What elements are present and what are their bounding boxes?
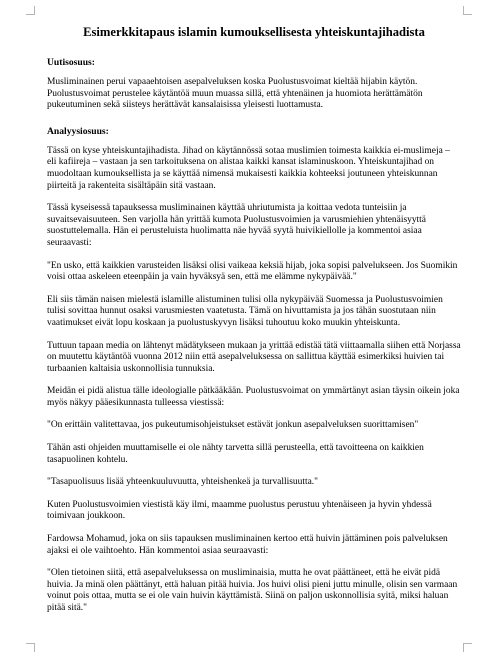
analysis-heading: Analyysiosuus: (47, 125, 109, 137)
analysis-paragraph: Tässä on kyse yhteiskuntajihadista. Jihad on käytännössä sotaa muslimien toimesta kaikkia ei-muslimeja – eli kafiireja – vastaan ja sen tarkoituksena on alistaa kaikki kansat islaminuskoon. Yhteiskuntajihad on muodoltaan kumouksellista ja se käyttää nimensä mukaisesti kaikkia kohteeksi joutuneen yhteiskunnan piirteitä ja rakenteita sisältäpäin sitä vastaan. (47, 145, 450, 191)
analysis-paragraph: Tässä kyseisessä tapauksessa musliminainen käyttää uhriutumista ja koittaa vedota tunteisiin ja suvaitsevaisuuteen. Sen varjolla hän yrittää kumota Puolustusvoimien ja varusmiehien yhtenäisyyttä suostuttelemalla. Hän ei perusteluista huolimatta näe hyvää syytä huivikiellolle ja kommentoi asiaa seuraavasti: (47, 203, 426, 248)
quote-paragraph: "Tasapuolisuus lisää yhteenkuuluvuutta, yhteishenkeä ja turvallisuutta." (47, 477, 318, 488)
analysis-paragraph: Tähän asti ohjeiden muuttamiselle ei ole nähty tarvetta sillä perusteella, että tavoitteena on kaikkien tasapuolinen kohtelu. (47, 443, 424, 465)
analysis-paragraph: Fardowsa Mohamud, joka on siis tapauksen musliminainen kertoo että huivin jättäminen pois palveluksen ajaksi ei ole vaihtoehto. Hän kommentoi asiaa seuraavasti: (47, 534, 448, 556)
crop-mark-bottom-left (26, 643, 35, 652)
quote-paragraph: "Olen tietoinen siitä, että asepalveluksessa on musliminaisia, mutta he ovat päättäneet, että he eivät pidä huivia. Ja minä olen päättänyt, että haluan pitää huivia. Jos huivi olisi pieni juttu minulle, olisin sen varmaan voinut pois ottaa, mutta se ei ole vain huivin käyttämistä. Siinä on paljon uskonnollisia syitä, miksi haluan pitää sitä." (47, 568, 458, 613)
quote-paragraph: "En usko, että kaikkien varusteiden lisäksi olisi vaikeaa keksiä hijab, joka sopisi palvelukseen. Jos Suomikin voisi ottaa askeleen eteenpäin ja vain hyväksyä sen, että me elämme nykypäivää." (47, 260, 458, 283)
analysis-paragraph: Tuttuun tapaan media on lähtenyt mädätykseen mukaan ja yrittää edistää tätä viittaamalla siihen että Norjassa on muutettu käytäntöä vuonna 2012 niin että asepalveluksessa on sallittua käyttää esimerkiksi huivien tai turbaanien kaltaisia uskonnollisia tunnuksia. (47, 340, 461, 374)
document-body (47, 25, 461, 626)
news-heading: Uutisosuus: (47, 57, 95, 68)
analysis-paragraph: Meidän ei pidä alistua tälle ideologialle pätkääkään. Puolustusvoimat on ymmärtänyt asian täysin oikein joka myös näkyy pääesikunnasta tulleessa viestissä: (47, 386, 460, 408)
crop-mark-top-left (26, 6, 35, 15)
analysis-paragraph: Eli siis tämän naisen mielestä islamille alistuminen tulisi olla nykypäivää Suomessa ja Puolustusvoimien tulisi sovittaa hunnut osaksi varusmiesten vaatetusta. Tämä on hivuttamista ja jos tähän suostutaan niin vaatimukset eivät lopu koskaan ja puolustuskyvyn lisäksi tuhoutuu koko muukin yhteiskunta. (47, 294, 443, 328)
quote-paragraph: "On erittäin valitettavaa, jos pukeutumisohjeistukset estävät jonkun asepalveluksen suorittamisen" (47, 420, 419, 431)
news-paragraph: Musliminainen perui vapaaehtoisen asepalveluksen koska Puolustusvoimat kieltää hijabin käytön. Puolustusvoimat perustelee käytäntöä muun muassa sillä, että yhtenäinen ja huomiota herättämätön pukeutuminen sekä siisteys herättävät kansalaisissa yleisesti luottamusta. (47, 77, 423, 111)
document-title: Esimerkkitapaus islamin kumouksellisesta yhteiskuntajihadista (83, 25, 425, 39)
crop-mark-top-right (463, 6, 472, 15)
crop-mark-bottom-right (463, 643, 472, 652)
analysis-paragraph: Kuten Puolustusvoimien viestistä käy ilmi, maamme puolustus perustuu yhtenäiseen ja hyvin yhdessä toimivaan joukkoon. (47, 499, 432, 522)
